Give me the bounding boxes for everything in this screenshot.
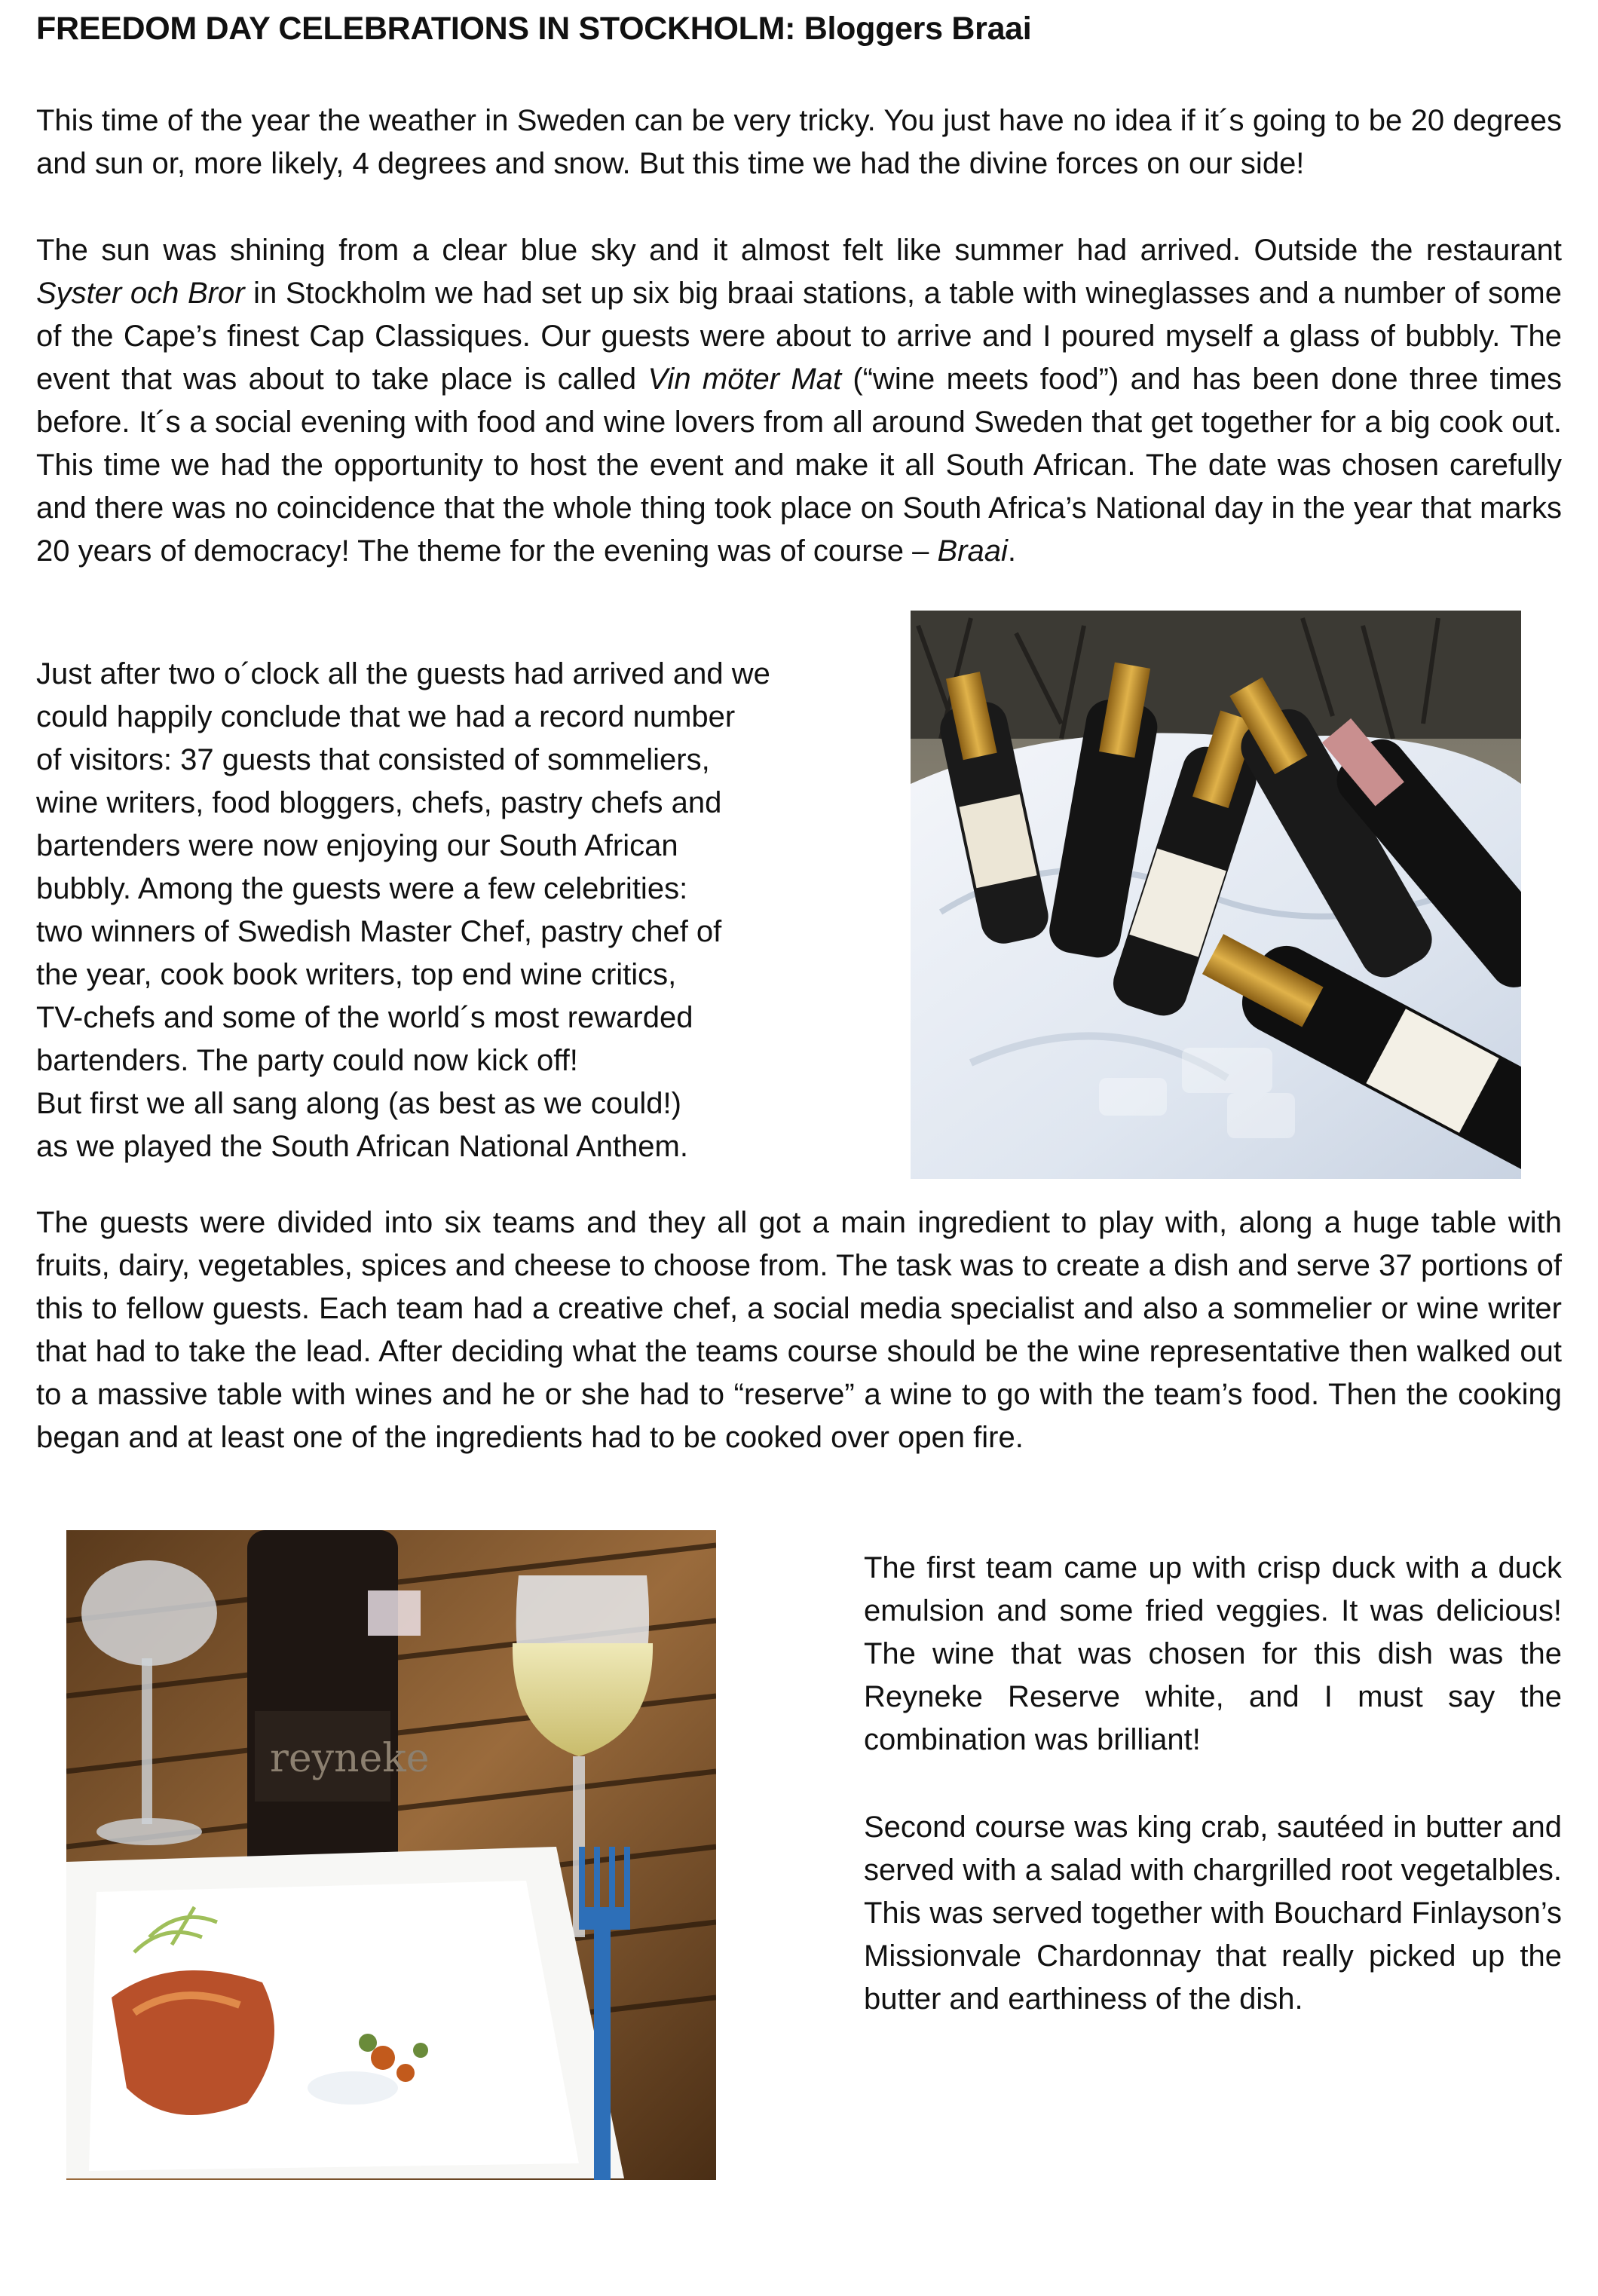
- p2-text-d: .: [1007, 534, 1016, 568]
- teams-paragraph: The guests were divided into six teams and they all got a main ingredient to play with, along a huge table with fruits, dairy, vegetables, spices and cheese to choose from. The task was to create a dish and serve 37 portions of this to fellow guests. Each team had a creative chef, a social media specialist and also a sommelier or wine writer that had to take the lead. After deciding what the teams course should be the wine representative then walked out to a massive table with wines and he or she had to “reserve” a wine to go with the team’s food. Then the cooking began and at least one of the ingredients had to be cooked over open fire.: [36, 1206, 1562, 1454]
- p2-text-a: The sun was shining from a clear blue sky and it almost felt like summer had arrived. Outside the restaurant: [36, 234, 1562, 267]
- p2-text-c: (“wine meets food”) and has been done three times before. It´s a social evening with food and wine lovers from all around Sweden that get together for a big cook out. This time we had the opportunity to host the event and make it all South African. The date was chosen carefully and there was no coincidence that the whole thing took place on South Africa’s National day in the year that marks 20 years of democracy! The theme for the evening was of course –: [36, 363, 1563, 568]
- p2-text-b: in Stockholm we had set up six big braai stations, a table with wineglasses and a number of some of the Cape’s finest Cap Classiques. Our guests were about to arrive and I poured myself a glass of bubbly. The event that was about to take place is called: [36, 277, 1562, 396]
- guests-paragraph: [36, 653, 880, 1168]
- text-line: as we played the South African National Anthem.: [36, 1130, 688, 1163]
- article-title: FREEDOM DAY CELEBRATIONS IN STOCKHOLM: Bloggers Braai: [36, 11, 1032, 47]
- paragraph-setup: [36, 229, 1562, 573]
- intro-paragraph: This time of the year the weather in Sweden can be very tricky. You just have no idea if it´s going to be 20 degrees and sun or, more likely, 4 degrees and snow. But this time we had the divine forces on our side!: [36, 104, 1562, 180]
- text-line: the year, cook book writers, top end wine critics,: [36, 958, 677, 991]
- champagne-photo-drawing: [911, 611, 1521, 1179]
- restaurant-name: Syster och Bror: [36, 277, 245, 310]
- first-course-paragraph: The first team came up with crisp duck with a duck emulsion and some fried veggies. It was delicious! The wine that was chosen for this dish was the Reyneke Reserve white, and I must say the combination was brilliant!: [864, 1551, 1562, 1756]
- duck-photo-drawing: [66, 1530, 716, 2180]
- text-line: bartenders were now enjoying our South African: [36, 829, 678, 862]
- event-name: Vin möter Mat: [647, 363, 842, 396]
- bottle-label-text: reyneke: [270, 1736, 430, 1781]
- text-line: wine writers, food bloggers, chefs, pastry chefs and: [36, 786, 722, 819]
- text-line: of visitors: 37 guests that consisted of sommeliers,: [36, 743, 710, 776]
- second-course-paragraph: Second course was king crab, sautéed in butter and served with a salad with chargrilled root vegetalbles. This was served together with Bouchard Finlayson’s Missionvale Chardonnay that really picked up the butter and earthiness of the dish.: [864, 1811, 1562, 2016]
- text-line: TV-chefs and some of the world´s most rewarded: [36, 1001, 693, 1034]
- text-line: bartenders. The party could now kick off!: [36, 1044, 578, 1077]
- duck-dish-photo: [66, 1530, 716, 2180]
- text-line: But first we all sang along (as best as we could!): [36, 1087, 681, 1120]
- text-line: two winners of Swedish Master Chef, pastry chef of: [36, 915, 722, 948]
- theme-name: Braai: [937, 534, 1008, 568]
- text-line: Just after two o´clock all the guests had arrived and we: [36, 657, 770, 690]
- text-line: bubbly. Among the guests were a few celebrities:: [36, 872, 688, 905]
- text-line: could happily conclude that we had a record number: [36, 700, 736, 733]
- champagne-bucket-photo: [911, 611, 1521, 1179]
